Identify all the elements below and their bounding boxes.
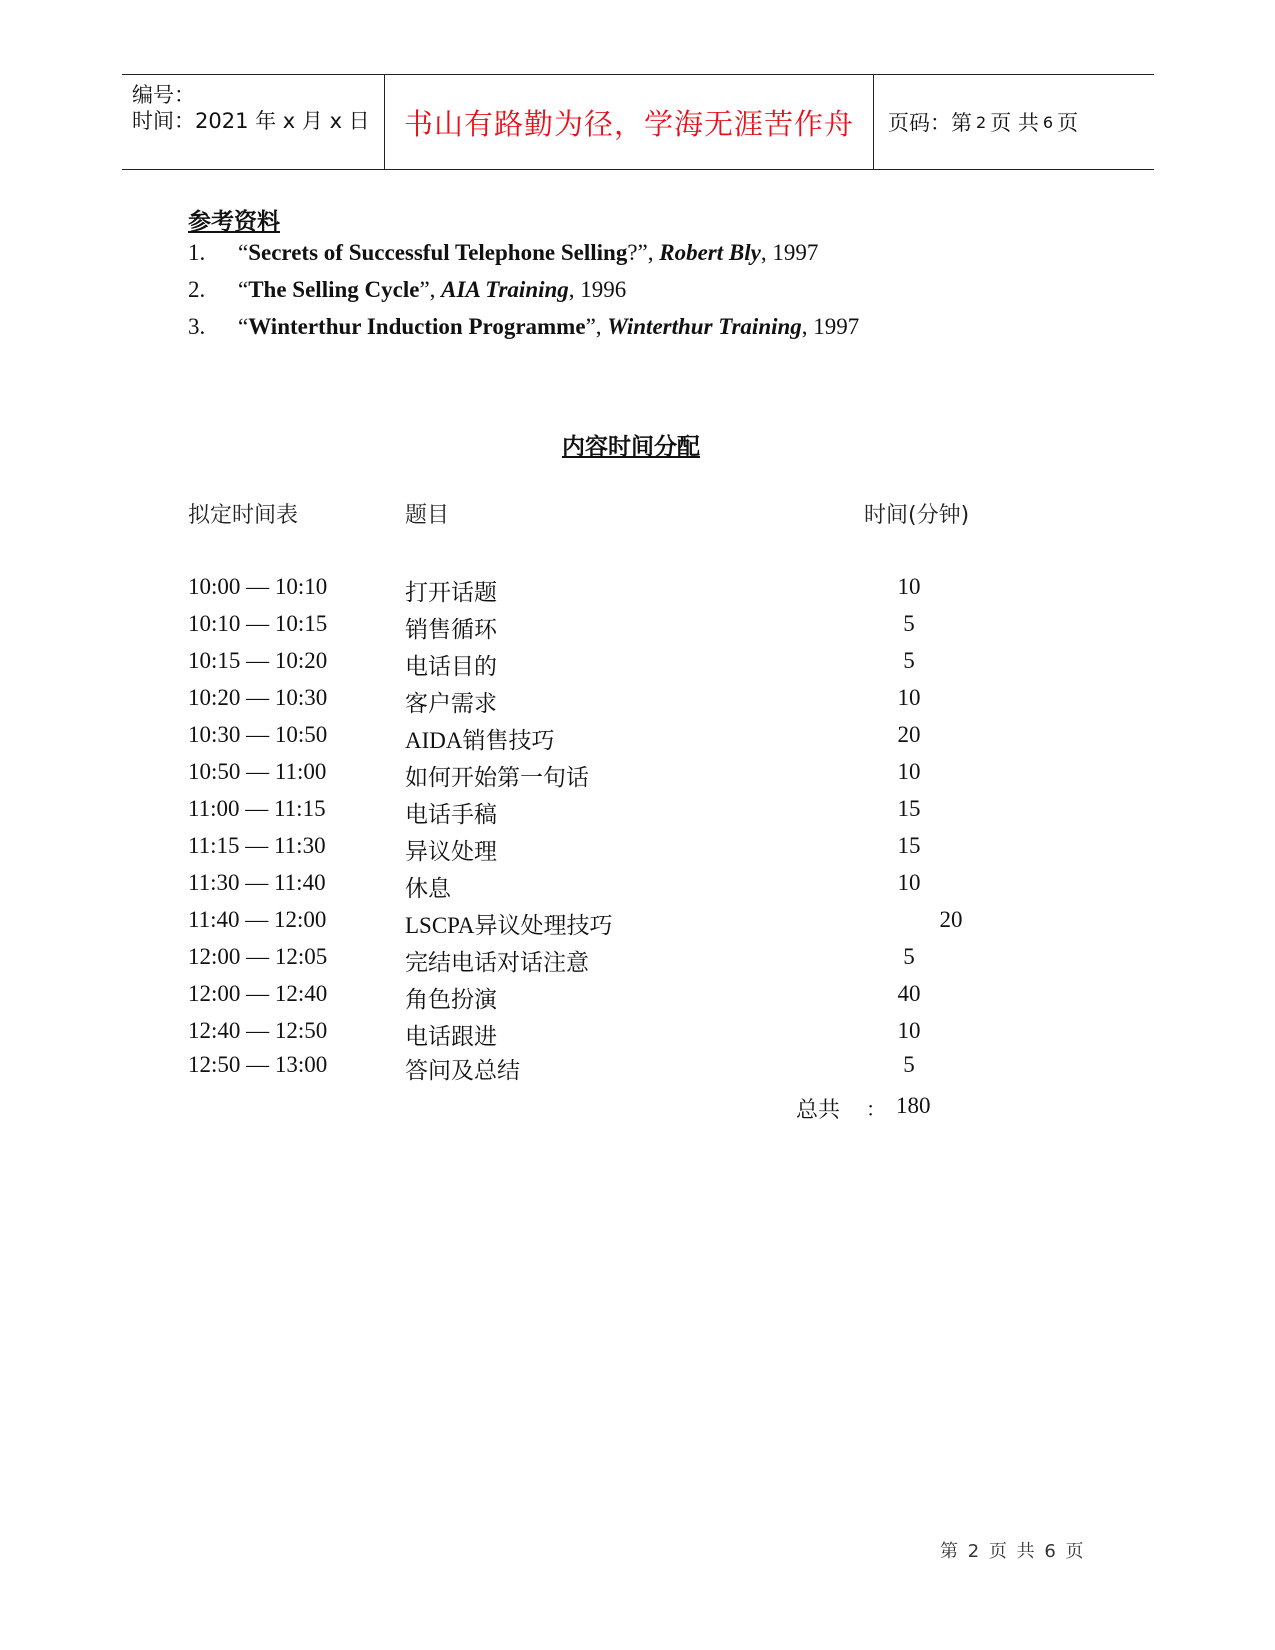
- row-topic: 电话手稿: [405, 802, 497, 827]
- page-label: 页码：第: [888, 111, 972, 135]
- reference-title: The Selling Cycle: [248, 277, 420, 302]
- row-time: 10:30 — 10:50: [188, 722, 328, 747]
- row-minutes: 15: [897, 796, 921, 821]
- row-minutes: 15: [897, 833, 921, 858]
- reference-number: 2.: [188, 277, 206, 302]
- row-minutes: 5: [903, 648, 915, 673]
- page-mid: 页 共: [990, 111, 1039, 135]
- quote-open: “: [238, 240, 249, 265]
- row-topic: 答问及总结: [405, 1058, 520, 1083]
- table-row: [0, 648, 1275, 680]
- row-topic: AIDA销售技巧: [405, 728, 555, 753]
- row-time: 12:00 — 12:40: [188, 981, 328, 1006]
- reference-author: Robert Bly: [659, 240, 761, 265]
- row-minutes: 20: [939, 907, 963, 932]
- total-colon: ：: [866, 1097, 886, 1121]
- row-topic: 休息: [405, 876, 451, 901]
- header-time: 拟定时间表: [188, 503, 299, 528]
- row-minutes: 5: [903, 611, 915, 636]
- reference-year: , 1997: [801, 314, 860, 339]
- date-label: 时间：2021 年 x 月 x 日: [132, 109, 370, 133]
- table-row: [0, 611, 1275, 643]
- table-row: [0, 759, 1275, 791]
- row-minutes: 10: [897, 685, 921, 710]
- header-meta-cell: [122, 75, 385, 169]
- quote-open: “: [238, 314, 249, 339]
- page-header: [122, 74, 1154, 170]
- row-minutes: 5: [903, 944, 915, 969]
- row-topic: 销售循环: [405, 617, 497, 642]
- row-time: 10:10 — 10:15: [188, 611, 328, 636]
- table-row: [0, 796, 1275, 828]
- row-topic: LSCPA异议处理技巧: [405, 913, 613, 938]
- reference-title: Winterthur Induction Programme: [248, 314, 586, 339]
- total-label: 总共: [796, 1098, 841, 1123]
- row-time: 10:00 — 10:10: [188, 574, 328, 599]
- row-topic: 如何开始第一句话: [405, 765, 589, 790]
- reference-title-suffix: ”,: [419, 277, 442, 302]
- row-time: 11:15 — 11:30: [188, 833, 326, 858]
- row-time: 11:30 — 11:40: [188, 870, 326, 895]
- reference-number: 3.: [188, 314, 206, 339]
- row-time: 10:50 — 11:00: [188, 759, 327, 784]
- reference-title-suffix: ”,: [585, 314, 608, 339]
- row-topic: 完结电话对话注意: [405, 950, 589, 975]
- table-row: [0, 981, 1275, 1013]
- row-time: 10:15 — 10:20: [188, 648, 328, 673]
- row-minutes: 10: [897, 870, 921, 895]
- row-minutes: 20: [897, 722, 921, 747]
- table-row: [0, 870, 1275, 902]
- row-time: 12:50 — 13:00: [188, 1052, 328, 1077]
- table-row: [0, 907, 1275, 939]
- reference-year: , 1996: [568, 277, 627, 302]
- table-row: [0, 1052, 1275, 1084]
- row-time: 12:00 — 12:05: [188, 944, 328, 969]
- total-value: 180: [896, 1093, 931, 1118]
- row-time: 10:20 — 10:30: [188, 685, 328, 710]
- row-time: 11:40 — 12:00: [188, 907, 327, 932]
- row-minutes: 40: [897, 981, 921, 1006]
- table-row: [0, 944, 1275, 976]
- table-row: [0, 833, 1275, 865]
- header-topic: 题目: [405, 503, 450, 528]
- row-topic: 电话目的: [405, 654, 497, 679]
- table-row: [0, 722, 1275, 754]
- number-label: 编号：: [132, 83, 195, 107]
- reference-item: [188, 314, 859, 340]
- table-row: [0, 574, 1275, 606]
- page-footer: 第 2 页 共 6 页: [940, 1541, 1086, 1562]
- reference-author: Winterthur Training: [607, 314, 802, 339]
- page-current: 2: [976, 112, 987, 132]
- motto: 书山有路勤为径，学海无涯苦作舟: [385, 75, 874, 169]
- header-minutes: 时间(分钟): [864, 503, 970, 528]
- row-topic: 打开话题: [405, 580, 497, 605]
- row-minutes: 5: [903, 1052, 915, 1077]
- row-minutes: 10: [897, 574, 921, 599]
- references-title: 参考资料: [188, 209, 280, 235]
- reference-item: [188, 240, 818, 266]
- reference-title: Secrets of Successful Telephone Selling: [248, 240, 628, 265]
- table-row: [0, 1018, 1275, 1050]
- row-time: 12:40 — 12:50: [188, 1018, 328, 1043]
- row-topic: 异议处理: [405, 839, 497, 864]
- reference-title-suffix: ?”,: [627, 240, 660, 265]
- schedule-title: 内容时间分配: [562, 434, 700, 460]
- reference-author: AIA Training: [441, 277, 569, 302]
- header-page-info: [874, 75, 1154, 169]
- row-minutes: 10: [897, 1018, 921, 1043]
- row-time: 11:00 — 11:15: [188, 796, 326, 821]
- quote-open: “: [238, 277, 249, 302]
- row-topic: 角色扮演: [405, 987, 497, 1012]
- reference-number: 1.: [188, 240, 206, 265]
- row-topic: 客户需求: [405, 691, 497, 716]
- reference-item: [188, 277, 626, 303]
- page-total: 6: [1042, 112, 1054, 132]
- reference-year: , 1997: [760, 240, 819, 265]
- row-minutes: 10: [897, 759, 921, 784]
- row-topic: 电话跟进: [405, 1024, 497, 1049]
- page-end: 页: [1057, 111, 1079, 135]
- table-row: [0, 685, 1275, 717]
